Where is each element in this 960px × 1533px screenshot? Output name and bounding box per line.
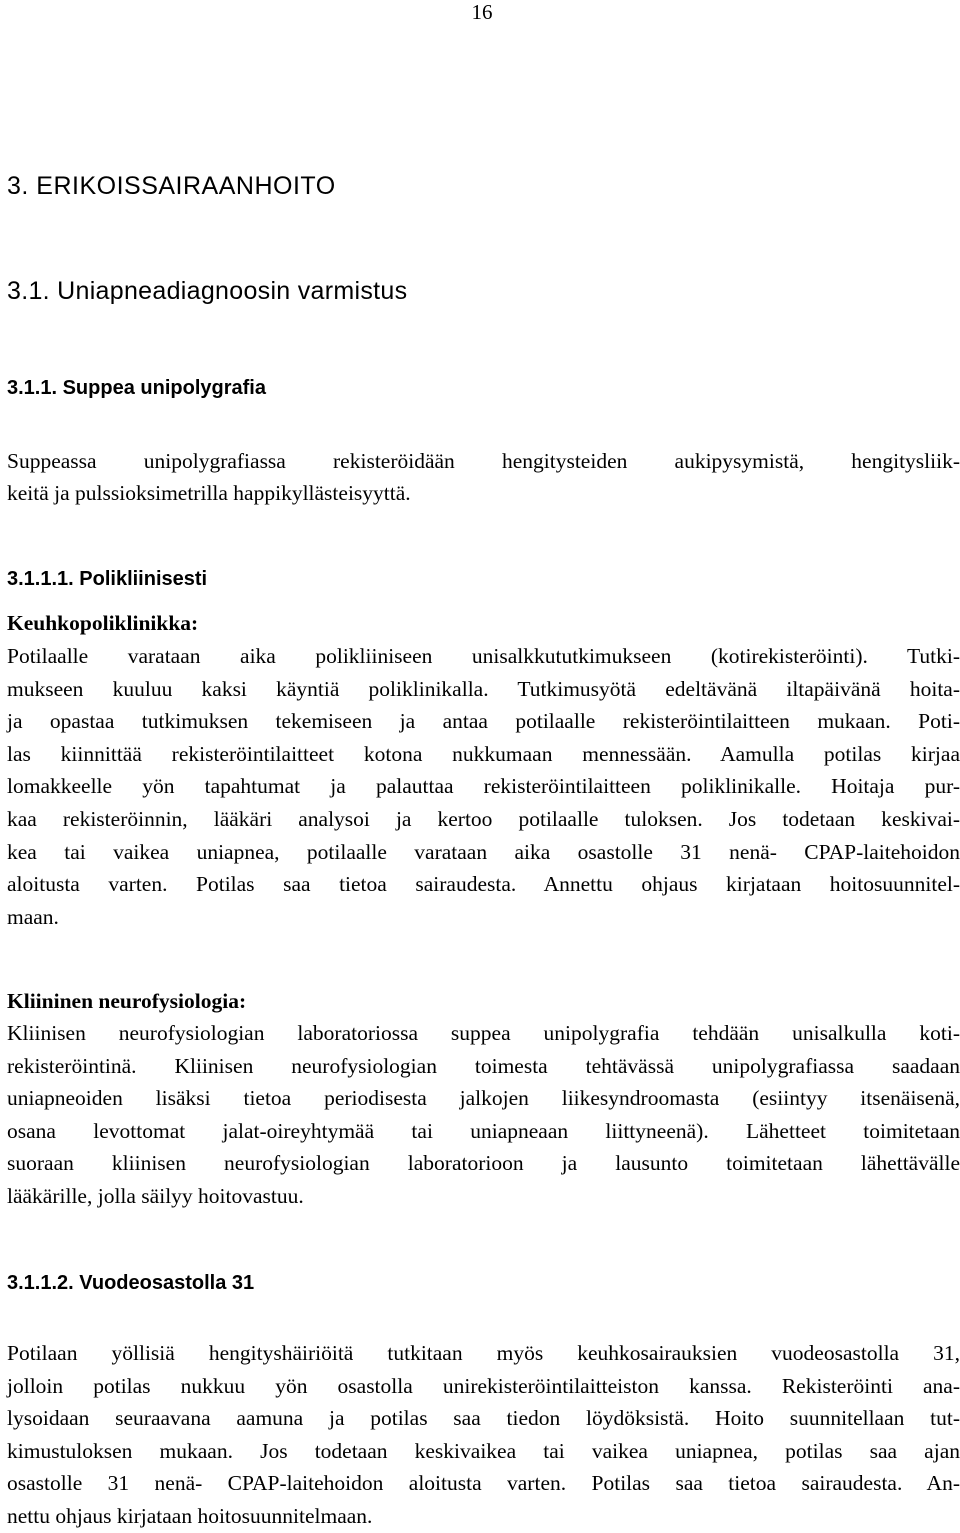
paragraph-line: Potilaan yöllisiä hengityshäiriöitä tutkitaan myös keuhkosairauksien vuodeosastolla 31, bbox=[7, 1341, 960, 1365]
section-heading: 3.1. Uniapneadiagnoosin varmistus bbox=[7, 277, 408, 305]
paragraph-line: osastolle 31 nenä- CPAP-laitehoidon aloitusta varten. Potilas saa tietoa sairaudesta. An- bbox=[7, 1471, 960, 1496]
paragraph-line: nettu ohjaus kirjataan hoitosuunnitelmaan. bbox=[7, 1503, 373, 1528]
paragraph-line: kimustuloksen mukaan. Jos todetaan keskivaikea tai vaikea uniapnea, potilas saa ajan bbox=[7, 1438, 960, 1463]
vuodeosasto-paragraph bbox=[7, 1337, 960, 1533]
paragraph-line: ja opastaa tutkimuksen tekemiseen ja antaa potilaalle rekisteröintilaitteen mukaan. Poti- bbox=[7, 709, 960, 734]
paragraph-line: jolloin potilas nukkuu yön osastolla unirekisteröintilaitteiston kanssa. Rekisteröinti ana- bbox=[7, 1373, 960, 1398]
paragraph-line: kea tai vaikea uniapnea, potilaalle varataan aika osastolle 31 nenä- CPAP-laitehoidon bbox=[7, 839, 960, 864]
paragraph-line: suoraan kliinisen neurofysiologian laboratorioon ja lausunto toimitetaan lähettävälle bbox=[7, 1151, 960, 1176]
page-number: 16 bbox=[471, 0, 493, 24]
paragraph-line: mukseen kuuluu kaksi käyntiä poliklinikalla. Tutkimusyötä edeltävänä iltapäivänä hoita- bbox=[7, 676, 960, 701]
paragraph-line: aloitusta varten. Potilas saa tietoa sairaudesta. Annettu ohjaus kirjataan hoitosuunnitel- bbox=[7, 872, 960, 897]
paragraph-line: uniapneoiden lisäksi tietoa periodisesta jalkojen liikesyndroomasta (esiintyy itsenäisenä, bbox=[7, 1086, 960, 1111]
paragraph-line: rekisteröintinä. Kliinisen neurofysiologian toimesta tehtävässä unipolygrafiassa saadaan bbox=[7, 1053, 960, 1078]
paragraph-line: kaa rekisteröinnin, lääkäri analysoi ja kertoo potilaalle tuloksen. Jos todetaan keskivai- bbox=[7, 806, 960, 831]
subsubsection-heading-polikliinisesti: 3.1.1.1. Polikliinisesti bbox=[7, 568, 208, 590]
intro-line: keitä ja pulssioksimetrilla happikyllästeisyyttä. bbox=[7, 481, 411, 505]
subsection-heading: 3.1.1. Suppea unipolygrafia bbox=[7, 377, 266, 399]
paragraph-line: osana levottomat jalat-oireyhtymää tai uniapneaan liittyneenä). Lähetteet toimitetaan bbox=[7, 1118, 960, 1143]
subsubsection-heading-vuodeosastolla: 3.1.1.2. Vuodeosastolla 31 bbox=[7, 1272, 255, 1294]
keuhkopoliklinikka-label: Keuhkopoliklinikka: bbox=[7, 611, 199, 635]
paragraph-line: maan. bbox=[7, 904, 59, 929]
intro-line: Suppeassa unipolygrafiassa rekisteröidään hengitysteiden aukipysymistä, hengitysliik- bbox=[7, 449, 960, 473]
paragraph-line: las kiinnittää rekisteröintilaitteet kotona nukkumaan mennessään. Aamulla potilas kirjaa bbox=[7, 741, 960, 766]
intro-paragraph bbox=[7, 445, 960, 509]
paragraph-line: Kliinisen neurofysiologian laboratoriossa suppea unipolygrafia tehdään unisalkulla koti- bbox=[7, 1021, 960, 1045]
keuhkopoliklinikka-paragraph bbox=[7, 640, 960, 933]
kliininen-neurofysiologia-label: Kliininen neurofysiologia: bbox=[7, 989, 247, 1013]
paragraph-line: lomakkeelle yön tapahtumat ja palauttaa rekisteröintilaitteen poliklinikalle. Hoitaja pur- bbox=[7, 774, 960, 799]
kliininen-neurofysiologia-paragraph bbox=[7, 1017, 960, 1213]
paragraph-line: lääkärille, jolla säilyy hoitovastuu. bbox=[7, 1183, 304, 1208]
paragraph-line: Potilaalle varataan aika polikliiniseen unisalkkututkimukseen (kotirekisteröinti). Tutki- bbox=[7, 644, 960, 668]
paragraph-line: lysoidaan seuraavana aamuna ja potilas saa tiedon löydöksistä. Hoito suunnitellaan tut- bbox=[7, 1406, 960, 1431]
chapter-heading: 3. ERIKOISSAIRAANHOITO bbox=[7, 172, 336, 200]
